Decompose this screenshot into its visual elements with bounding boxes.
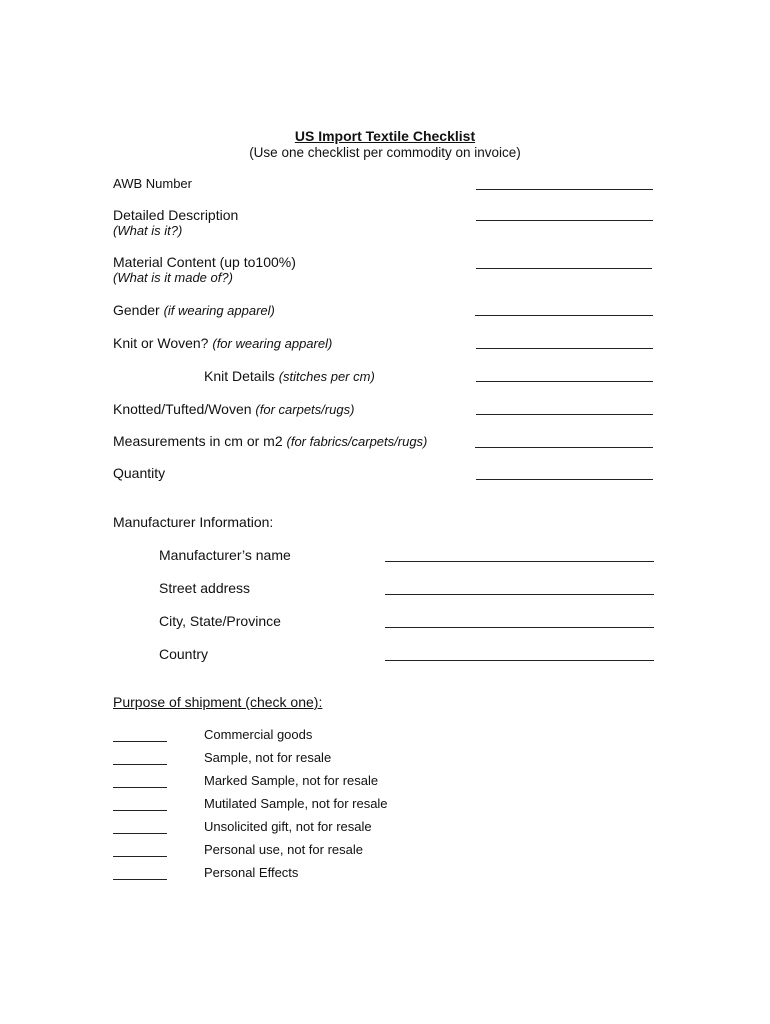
knit-woven-row <box>113 335 332 351</box>
purpose-checkbox-gift[interactable] <box>113 833 167 834</box>
city-state-field[interactable] <box>385 627 654 628</box>
manufacturer-name-field[interactable] <box>385 561 654 562</box>
purpose-checkbox-marked-sample[interactable] <box>113 787 167 788</box>
gender-row <box>113 302 275 318</box>
quantity-label: Quantity <box>113 465 166 481</box>
knit-details-label: Knit Details <box>204 368 275 384</box>
purpose-checkbox-personal-effects[interactable] <box>113 879 167 880</box>
knotted-label: Knotted/Tufted/Woven <box>113 401 252 417</box>
awb-number-field[interactable] <box>476 189 653 190</box>
country-label: Country <box>159 646 209 662</box>
awb-number-label: AWB Number <box>113 176 192 191</box>
purpose-checkbox-personal-use[interactable] <box>113 856 167 857</box>
knit-details-note: (stitches per cm) <box>278 369 375 384</box>
knit-woven-label: Knit or Woven? <box>113 335 209 351</box>
gender-note: (if wearing apparel) <box>163 303 275 318</box>
measurements-row <box>113 433 427 449</box>
purpose-heading: Purpose of shipment (check one): <box>113 694 323 710</box>
country-field[interactable] <box>385 660 654 661</box>
description-field[interactable] <box>476 220 653 221</box>
material-note: (What is it made of?) <box>113 270 233 285</box>
purpose-checkbox-mutilated-sample[interactable] <box>113 810 167 811</box>
knit-details-field[interactable] <box>476 381 653 382</box>
purpose-option-label: Unsolicited gift, not for resale <box>204 819 372 834</box>
purpose-option-label: Mutilated Sample, not for resale <box>204 796 388 811</box>
description-label: Detailed Description <box>113 207 239 223</box>
knotted-note: (for carpets/rugs) <box>255 402 355 417</box>
purpose-option-label: Marked Sample, not for resale <box>204 773 379 788</box>
purpose-option-label: Personal use, not for resale <box>204 842 363 857</box>
knit-details-row <box>204 368 375 384</box>
material-label: Material Content (up to100%) <box>113 254 296 270</box>
description-note: (What is it?) <box>113 223 183 238</box>
purpose-option-label: Personal Effects <box>204 865 299 880</box>
manufacturer-name-label: Manufacturer’s name <box>159 547 291 563</box>
quantity-field[interactable] <box>476 479 653 480</box>
material-field[interactable] <box>476 268 652 269</box>
street-address-label: Street address <box>159 580 251 596</box>
purpose-checkbox-sample[interactable] <box>113 764 167 765</box>
measurements-field[interactable] <box>475 447 653 448</box>
purpose-option-label: Commercial goods <box>204 727 313 742</box>
page-subtitle: (Use one checklist per commodity on invoice) <box>249 145 521 160</box>
knotted-row <box>113 401 354 417</box>
gender-label: Gender <box>113 302 160 318</box>
measurements-note: (for fabrics/carpets/rugs) <box>286 434 428 449</box>
measurements-label: Measurements in cm or m2 <box>113 433 283 449</box>
knotted-field[interactable] <box>476 414 653 415</box>
gender-field[interactable] <box>475 315 653 316</box>
purpose-option-label: Sample, not for resale <box>204 750 332 765</box>
knit-woven-note: (for wearing apparel) <box>212 336 333 351</box>
street-address-field[interactable] <box>385 594 654 595</box>
page-title: US Import Textile Checklist <box>294 128 476 144</box>
purpose-checkbox-commercial[interactable] <box>113 741 167 742</box>
city-state-label: City, State/Province <box>159 613 281 629</box>
manufacturer-heading: Manufacturer Information: <box>113 514 274 530</box>
knit-woven-field[interactable] <box>476 348 653 349</box>
